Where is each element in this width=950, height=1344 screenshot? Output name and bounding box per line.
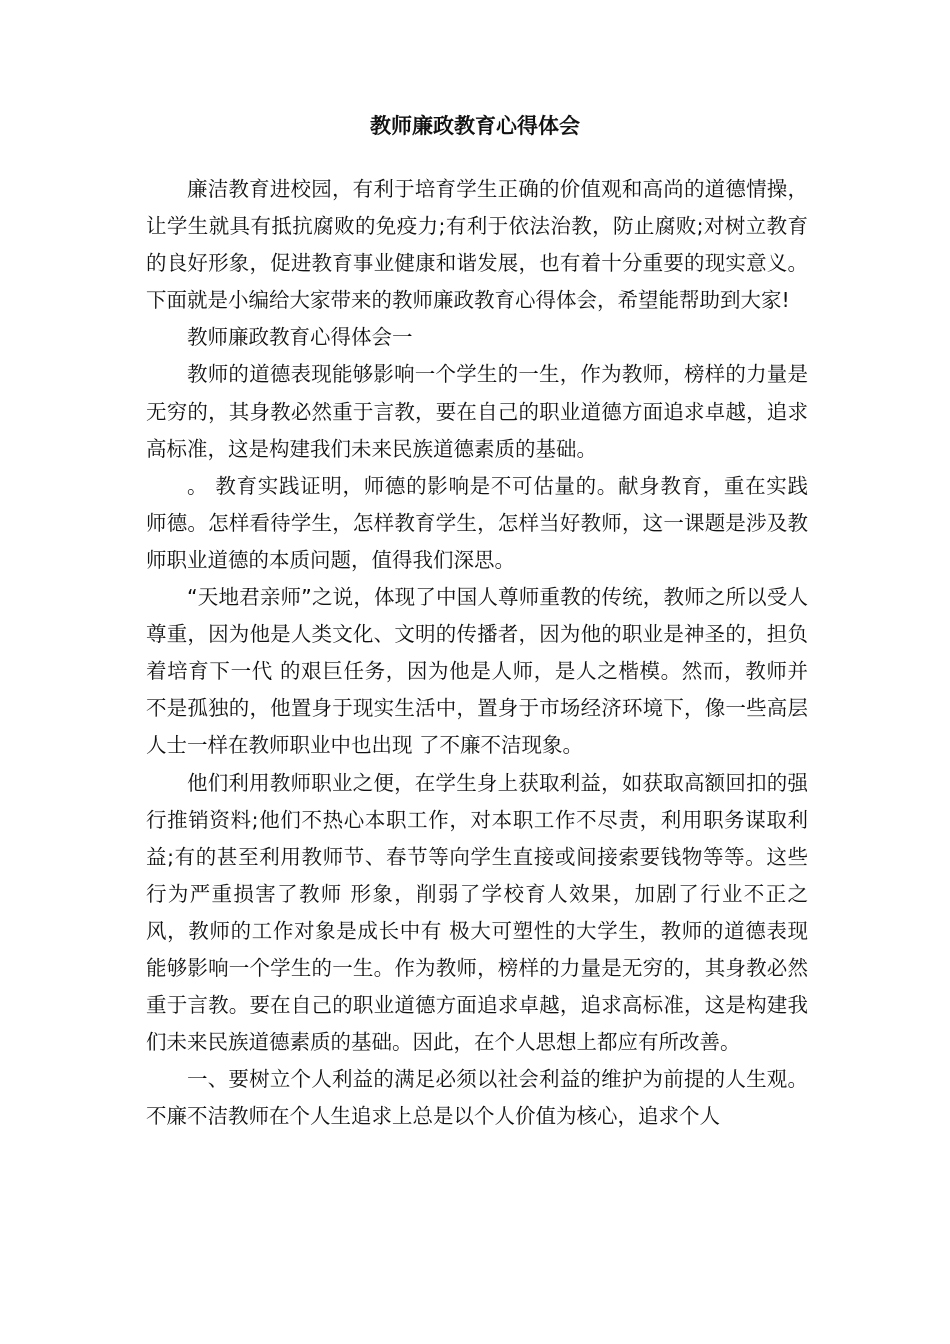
paragraph: 教师的道德表现能够影响一个学生的一生，作为教师，榜样的力量是无穷的，其身教必然重于言教，要在自己的职业道德方面追求卓越，追求高标准，这是构建我们未来民族道德素质的基础。 xyxy=(146,362,808,461)
document-body xyxy=(146,171,808,1135)
paragraph: “天地君亲师”之说，体现了中国人尊师重教的传统，教师之所以受人尊重，因为他是人类文化、文明的传播者，因为他的职业是神圣的，担负着培育下一代 的艰巨任务，因为他是人师，是人之楷模。然而，教师并不是孤独的，他置身于现实生活中，置身于市场经济环境下，像一些高层人士一样在教师职业中也出现 了不廉不洁现象。 xyxy=(146,585,808,758)
paragraph: 一、要树立个人利益的满足必须以社会利益的维护为前提的人生观。不廉不洁教师在个人生追求上总是以个人价值为核心，追求个人 xyxy=(146,1067,808,1129)
paragraph: 。 教育实践证明，师德的影响是不可估量的。献身教育，重在实践师德。怎样看待学生，怎样教育学生，怎样当好教师，这一课题是涉及教师职业道德的本质问题，值得我们深思。 xyxy=(146,473,808,572)
section-heading: 教师廉政教育心得体会一 xyxy=(187,325,413,350)
document-title: 教师廉政教育心得体会 xyxy=(370,114,580,138)
paragraph-intro: 廉洁教育进校园，有利于培育学生正确的价值观和高尚的道德情操，让学生就具有抵抗腐败的免疫力;有利于依法治教，防止腐败;对树立教育的良好形象，促进教育事业健康和谐发展，也有着十分重要的现实意义。下面就是小编给大家带来的教师廉政教育心得体会，希望能帮助到大家! xyxy=(146,177,808,313)
paragraph: 他们利用教师职业之便，在学生身上获取利益，如获取高额回扣的强行推销资料;他们不热心本职工作，对本职工作不尽责，利用职务谋取利益;有的甚至利用教师节、春节等向学生直接或间接索要钱物等等。这些行为严重损害了教师 形象，削弱了学校育人效果，加剧了行业不正之风，教师的工作对象是成长中有 极大可塑性的大学生，教师的道德表现能够影响一个学生的一生。作为教师，榜样的力量是无穷的，其身教必然重于言教。要在自己的职业道德方面追求卓越，追求高标准，这是构建我们未来民族道德素质的基础。因此，在个人思想上都应有所改善。 xyxy=(146,770,808,1055)
